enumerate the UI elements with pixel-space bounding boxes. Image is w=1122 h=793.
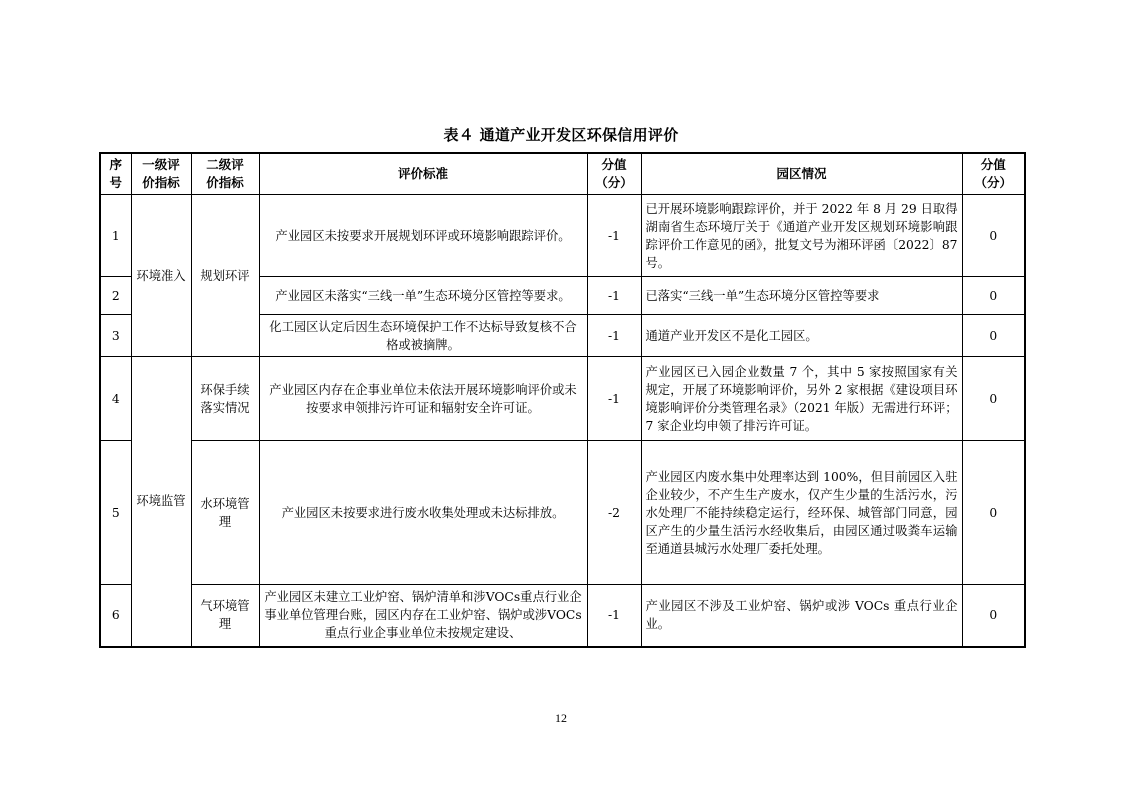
level1-environment-access: 环境准入 <box>131 195 191 357</box>
score-cell: -1 <box>587 277 641 315</box>
table-title: 表４ 通道产业开发区环保信用评价 <box>443 126 679 144</box>
row-number: 6 <box>100 585 131 647</box>
final-score-cell: 0 <box>962 585 1025 647</box>
row-number: 1 <box>100 195 131 277</box>
score-cell: -1 <box>587 195 641 277</box>
header-seq: 序 号 <box>100 153 131 195</box>
table-row <box>100 441 1025 585</box>
level1-environment-supervision: 环境监管 <box>131 357 191 647</box>
score-cell: -1 <box>587 357 641 441</box>
situation-cell: 产业园区已入园企业数量 7 个，其中 5 家按照国家有关规定，开展了环境影响评价，另外 2 家根据《建设项目环境影响评价分类管理名录》（2021 年版）无需进行环评；7 家企业均申领了排污许可证。 <box>641 357 962 441</box>
header-level1-indicator: 一级评 价指标 <box>131 153 191 195</box>
level2-permits: 环保手续落实情况 <box>191 357 259 441</box>
row-number: 4 <box>100 357 131 441</box>
criteria-cell: 产业园区未落实“三线一单”生态环境分区管控等要求。 <box>259 277 587 315</box>
criteria-cell: 产业园区未按要求进行废水收集处理或未达标排放。 <box>259 441 587 585</box>
final-score-cell: 0 <box>962 357 1025 441</box>
level2-air-management: 气环境管理 <box>191 585 259 647</box>
situation-cell: 产业园区不涉及工业炉窑、锅炉或涉 VOCs 重点行业企业。 <box>641 585 962 647</box>
criteria-cell: 产业园区未按要求开展规划环评或环境影响跟踪评价。 <box>259 195 587 277</box>
situation-cell: 已落实“三线一单”生态环境分区管控等要求 <box>641 277 962 315</box>
situation-cell: 通道产业开发区不是化工园区。 <box>641 315 962 357</box>
situation-cell: 产业园区内废水集中处理率达到 100%，但目前园区入驻企业较少，不产生生产废水，仅产生少量的生活污水，污水处理厂不能持续稳定运行，经环保、城管部门同意，园区产生的少量生活污水经收集后，由园区通过吸粪车运输至通道县城污水处理厂委托处理。 <box>641 441 962 585</box>
score-cell: -1 <box>587 315 641 357</box>
level2-planning-eia: 规划环评 <box>191 195 259 357</box>
header-level2-indicator: 二级评 价指标 <box>191 153 259 195</box>
header-score: 分值 （分） <box>587 153 641 195</box>
criteria-cell: 化工园区认定后因生态环境保护工作不达标导致复核不合格或被摘牌。 <box>259 315 587 357</box>
header-situation: 园区情况 <box>641 153 962 195</box>
criteria-cell: 产业园区内存在企事业单位未依法开展环境影响评价或未按要求申领排污许可证和辐射安全许可证。 <box>259 357 587 441</box>
situation-cell: 已开展环境影响跟踪评价，并于 2022 年 8 月 29 日取得湖南省生态环境厅关于《通道产业开发区规划环境影响跟踪评价工作意见的函》，批复文号为湘环评函〔2022〕87 号。 <box>641 195 962 277</box>
score-cell: -2 <box>587 441 641 585</box>
row-number: 5 <box>100 441 131 585</box>
table-row <box>100 585 1025 647</box>
page-number: 12 <box>555 711 567 725</box>
final-score-cell: 0 <box>962 441 1025 585</box>
score-cell: -1 <box>587 585 641 647</box>
header-final-score: 分值 （分） <box>962 153 1025 195</box>
final-score-cell: 0 <box>962 195 1025 277</box>
row-number: 3 <box>100 315 131 357</box>
header-criteria: 评价标准 <box>259 153 587 195</box>
level2-water-management: 水环境管理 <box>191 441 259 585</box>
table-header-row <box>100 153 1025 195</box>
criteria-cell: 产业园区未建立工业炉窑、锅炉清单和涉VOCs重点行业企事业单位管理台账，园区内存在工业炉窑、锅炉或涉VOCs重点行业企事业单位未按规定建设、 <box>259 585 587 647</box>
final-score-cell: 0 <box>962 315 1025 357</box>
evaluation-table <box>99 152 1026 648</box>
row-number: 2 <box>100 277 131 315</box>
final-score-cell: 0 <box>962 277 1025 315</box>
table-row <box>100 195 1025 277</box>
table-row <box>100 357 1025 441</box>
